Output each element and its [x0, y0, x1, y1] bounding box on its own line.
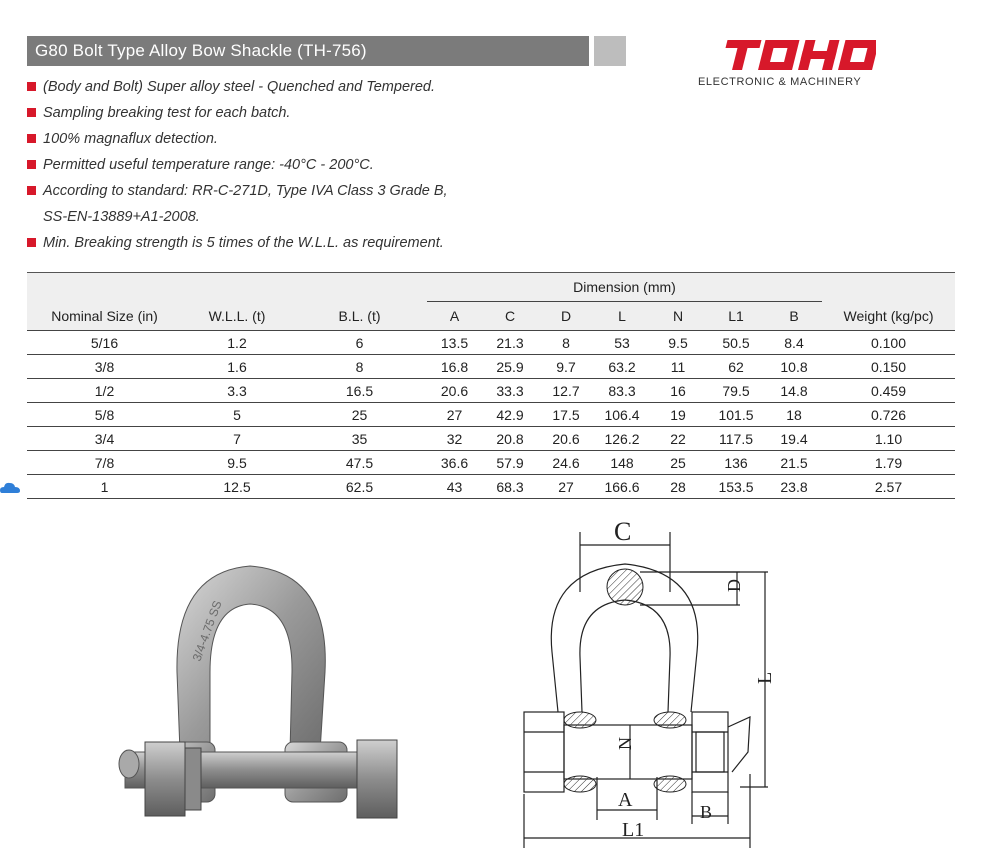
table-cell: 166.6: [594, 475, 650, 499]
shackle-dimension-diagram: [500, 512, 790, 852]
table-cell: 19.4: [766, 427, 822, 451]
table-cell: 57.9: [482, 451, 538, 475]
table-cell: 35: [292, 427, 427, 451]
table-cell: 148: [594, 451, 650, 475]
dimension-group-header: Dimension (mm): [427, 273, 822, 302]
feature-text: Min. Breaking strength is 5 times of the W.L.L. as requirement.: [43, 235, 444, 251]
table-cell: 28: [650, 475, 706, 499]
table-cell: 9.7: [538, 355, 594, 379]
table-cell: 1.2: [182, 331, 292, 355]
table-cell: 3/8: [27, 355, 182, 379]
cloud-icon: [0, 481, 20, 495]
table-cell: 1.6: [182, 355, 292, 379]
table-cell: 136: [706, 451, 766, 475]
table-cell: 62: [706, 355, 766, 379]
table-cell: 25.9: [482, 355, 538, 379]
table-cell: 25: [650, 451, 706, 475]
table-cell: 8.4: [766, 331, 822, 355]
spec-table-body: [27, 331, 955, 499]
table-cell: 1/2: [27, 379, 182, 403]
table-cell: 20.6: [538, 427, 594, 451]
label-a: A: [618, 789, 633, 811]
table-cell: 79.5: [706, 379, 766, 403]
table-cell: 14.8: [766, 379, 822, 403]
table-cell: 13.5: [427, 331, 482, 355]
table-row: [27, 427, 955, 451]
table-cell: 43: [427, 475, 482, 499]
table-cell: 1.10: [822, 427, 955, 451]
feature-item: [27, 154, 647, 180]
feature-item: [27, 180, 647, 206]
table-cell: 18: [766, 403, 822, 427]
label-c: C: [614, 517, 632, 546]
col-header: B.L. (t): [292, 273, 427, 331]
table-row: [27, 475, 955, 499]
feature-text: Sampling breaking test for each batch.: [43, 105, 291, 121]
bullet-square-icon: [27, 238, 36, 247]
table-cell: 21.3: [482, 331, 538, 355]
col-header: C: [482, 302, 538, 331]
table-cell: 2.57: [822, 475, 955, 499]
spec-table-container: [27, 272, 955, 499]
table-row: [27, 331, 955, 355]
col-header: Nominal Size (in): [27, 273, 182, 331]
col-header: Weight (kg/pc): [822, 273, 955, 331]
table-cell: 68.3: [482, 475, 538, 499]
spec-table: [27, 272, 955, 499]
page-title: G80 Bolt Type Alloy Bow Shackle (TH-756): [27, 36, 589, 66]
table-cell: 126.2: [594, 427, 650, 451]
table-cell: 83.3: [594, 379, 650, 403]
col-header: W.L.L. (t): [182, 273, 292, 331]
table-cell: 3.3: [182, 379, 292, 403]
col-header: A: [427, 302, 482, 331]
table-row: [27, 403, 955, 427]
table-cell: 12.7: [538, 379, 594, 403]
table-cell: 5/16: [27, 331, 182, 355]
bullet-square-icon: [27, 82, 36, 91]
table-cell: 0.459: [822, 379, 955, 403]
table-cell: 23.8: [766, 475, 822, 499]
table-cell: 9.5: [182, 451, 292, 475]
table-cell: 62.5: [292, 475, 427, 499]
feature-item: [27, 76, 647, 102]
title-bar-accent: [594, 36, 626, 66]
table-cell: 42.9: [482, 403, 538, 427]
label-n: N: [615, 737, 635, 750]
table-cell: 32: [427, 427, 482, 451]
feature-item: [27, 128, 647, 154]
table-cell: 33.3: [482, 379, 538, 403]
company-logo: [698, 38, 898, 90]
table-cell: 1: [27, 475, 182, 499]
table-cell: 6: [292, 331, 427, 355]
table-cell: 101.5: [706, 403, 766, 427]
table-cell: 27: [427, 403, 482, 427]
table-row: [27, 355, 955, 379]
table-cell: 7/8: [27, 451, 182, 475]
bullet-square-icon: [27, 108, 36, 117]
table-cell: 5/8: [27, 403, 182, 427]
table-cell: 17.5: [538, 403, 594, 427]
feature-text: 100% magnaflux detection.: [43, 131, 218, 147]
table-cell: 20.8: [482, 427, 538, 451]
label-l: L: [754, 671, 776, 684]
shackle-photo: [85, 552, 415, 842]
table-cell: 3/4: [27, 427, 182, 451]
table-cell: 21.5: [766, 451, 822, 475]
feature-list: [27, 76, 647, 258]
logo-subtitle: ELECTRONIC & MACHINERY: [698, 76, 862, 88]
table-cell: 153.5: [706, 475, 766, 499]
col-header: D: [538, 302, 594, 331]
table-cell: 10.8: [766, 355, 822, 379]
table-cell: 24.6: [538, 451, 594, 475]
table-cell: 5: [182, 403, 292, 427]
col-header: N: [650, 302, 706, 331]
col-header: L: [594, 302, 650, 331]
toho-logo-icon: [718, 38, 876, 74]
col-header: L1: [706, 302, 766, 331]
table-cell: 19: [650, 403, 706, 427]
table-cell: 20.6: [427, 379, 482, 403]
table-cell: 0.150: [822, 355, 955, 379]
table-cell: 36.6: [427, 451, 482, 475]
table-cell: 117.5: [706, 427, 766, 451]
label-d: D: [724, 579, 744, 592]
table-cell: 50.5: [706, 331, 766, 355]
bullet-square-icon: [27, 186, 36, 195]
feature-text: SS-EN-13889+A1-2008.: [43, 209, 200, 225]
table-cell: 25: [292, 403, 427, 427]
feature-item: [27, 232, 647, 258]
photo-marking-text: 3/4-4.75 SS: [189, 598, 225, 664]
feature-text: According to standard: RR-C-271D, Type IVA Class 3 Grade B,: [43, 183, 448, 199]
col-header: B: [766, 302, 822, 331]
table-cell: 9.5: [650, 331, 706, 355]
table-cell: 12.5: [182, 475, 292, 499]
table-cell: 16.8: [427, 355, 482, 379]
bullet-square-icon: [27, 160, 36, 169]
table-cell: 8: [292, 355, 427, 379]
table-cell: 53: [594, 331, 650, 355]
table-row: [27, 379, 955, 403]
table-cell: 16: [650, 379, 706, 403]
table-cell: 16.5: [292, 379, 427, 403]
table-cell: 0.726: [822, 403, 955, 427]
table-row: [27, 451, 955, 475]
label-l1: L1: [622, 819, 645, 841]
table-cell: 27: [538, 475, 594, 499]
bullet-square-icon: [27, 134, 36, 143]
table-cell: 0.100: [822, 331, 955, 355]
table-cell: 106.4: [594, 403, 650, 427]
table-cell: 22: [650, 427, 706, 451]
table-cell: 1.79: [822, 451, 955, 475]
table-cell: 47.5: [292, 451, 427, 475]
table-cell: 7: [182, 427, 292, 451]
table-cell: 11: [650, 355, 706, 379]
feature-item: [27, 102, 647, 128]
table-cell: 8: [538, 331, 594, 355]
feature-item-continuation: [27, 206, 647, 232]
label-b: B: [700, 802, 713, 822]
table-cell: 63.2: [594, 355, 650, 379]
feature-text: Permitted useful temperature range: -40°C - 200°C.: [43, 157, 374, 173]
feature-text: (Body and Bolt) Super alloy steel - Quenched and Tempered.: [43, 79, 436, 95]
